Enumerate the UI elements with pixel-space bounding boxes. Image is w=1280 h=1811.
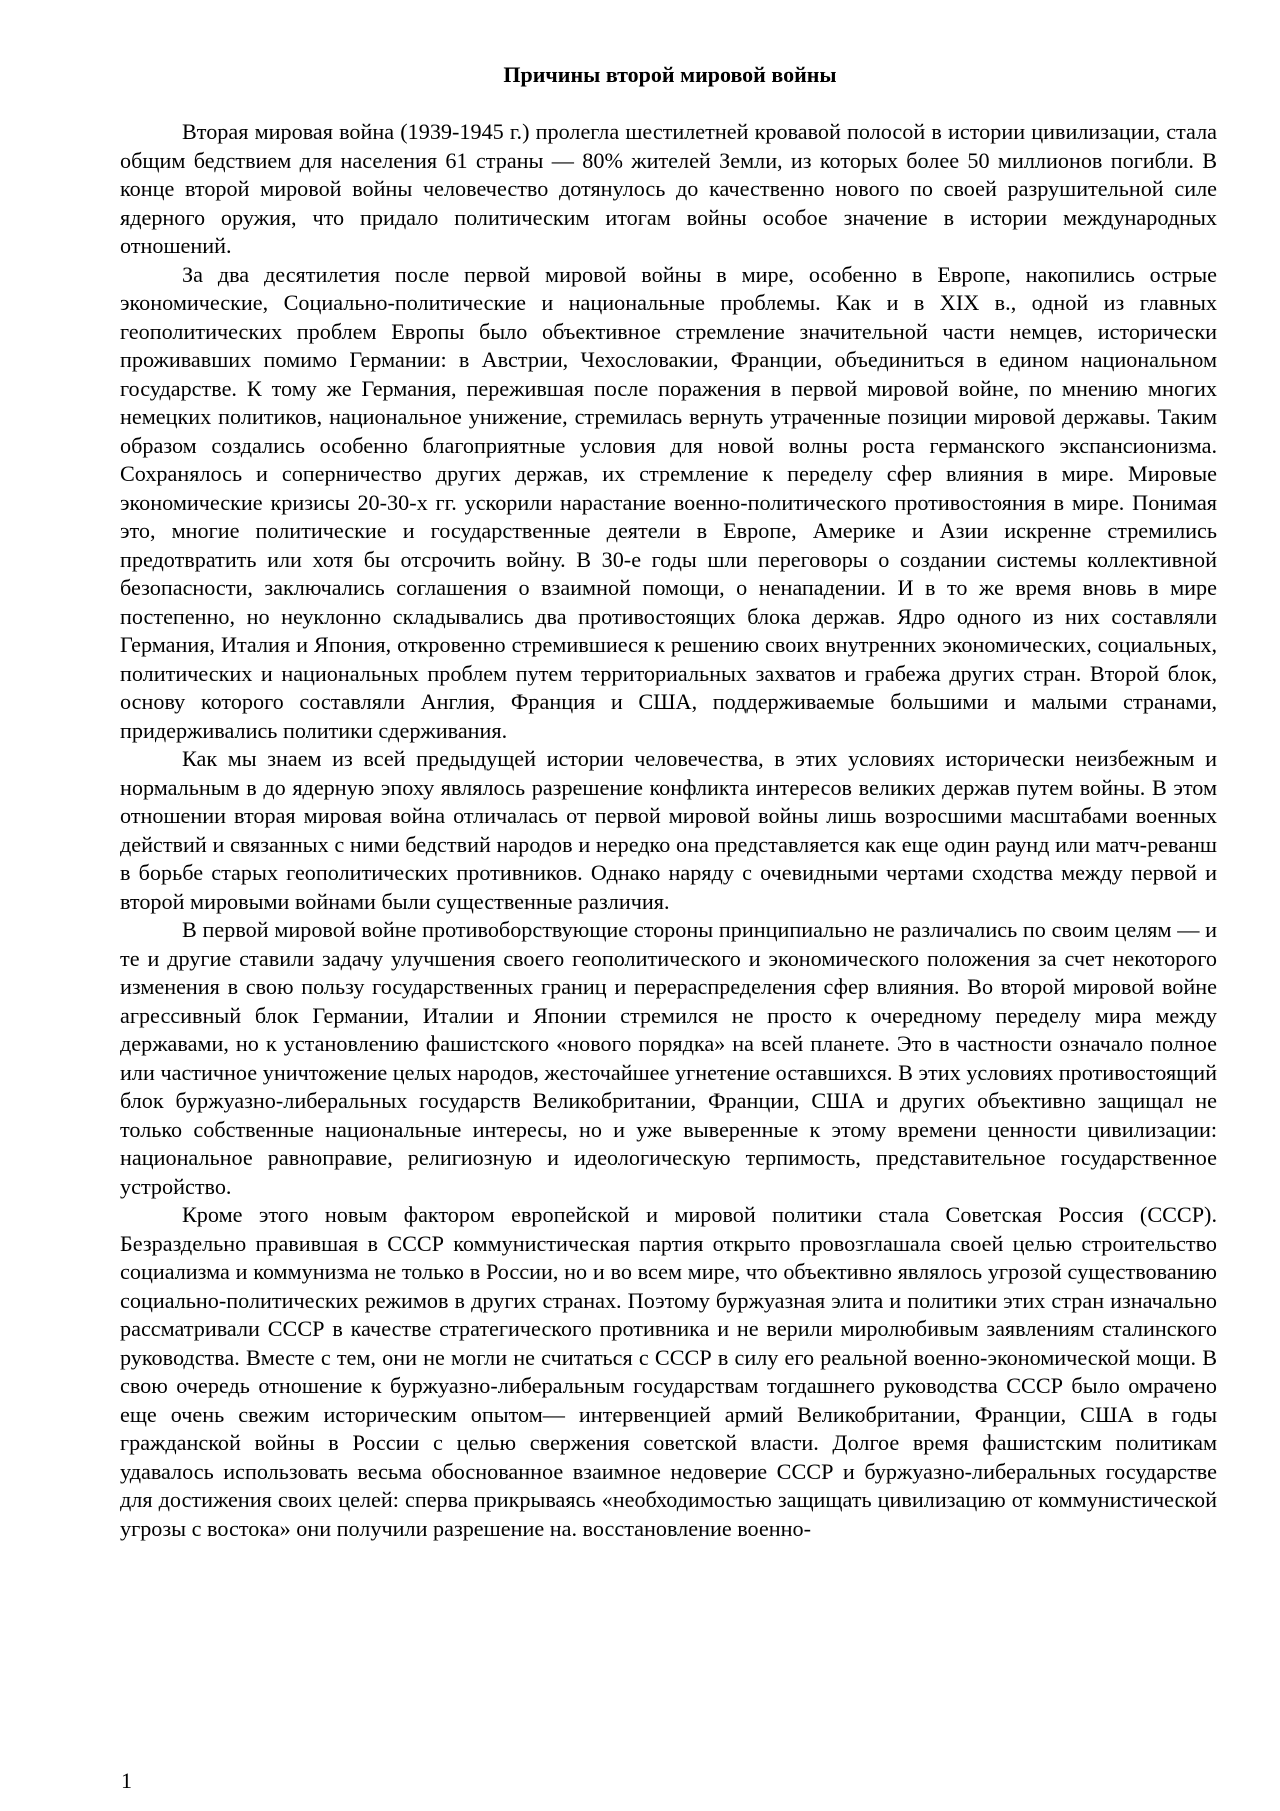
paragraph-1: Вторая мировая война (1939-1945 г.) пролегла шестилетней кровавой полосой в истории цивилизации, стала общим бедствием для населения 61 страны — 80% жителей Земли, из которых более 50 миллионов погибли. В конце второй мировой войны человечество дотянулось до качественно нового по своей разрушительной силе ядерного оружия, что придало политическим итогам войны особое значение в истории международных отношений. xyxy=(120,119,1217,258)
paragraph-2: За два десятилетия после первой мировой войны в мире, особенно в Европе, накопились острые экономические, Социально-политические и национальные проблемы. Как и в XIX в., одной из главных геополитических проблем Европы было объективное стремление значительной части немцев, исторически проживавших помимо Германии: в Австрии, Чехословакии, Франции, объединиться в едином национальном государстве. К тому же Германия, пережившая после поражения в первой мировой войне, по мнению многих немецких политиков, национальное унижение, стремилась вернуть утраченные позиции мировой державы. Таким образом создались особенно благоприятные условия для новой волны роста германского экспансионизма. Сохранялось и соперничество других держав, их стремление к переделу сфер влияния в мире. Мировые экономические кризисы 20-30-х гг. ускорили нарастание военно-политического противостояния в мире. Понимая это, многие политические и государственные деятели в Европе, Америке и Азии искренне стремились предотвратить или хотя бы отсрочить войну. В 30-е годы шли переговоры о создании системы коллективной безопасности, заключались соглашения о взаимной помощи, о ненападении. И в то же время вновь в мире постепенно, но неуклонно складывались два противостоящих блока держав. Ядро одного из них составляли Германия, Италия и Япония, откровенно стремившиеся к решению своих внутренних экономических, социальных, политических и национальных проблем путем территориальных захватов и грабежа других стран. Второй блок, основу которого составляли Англия, Франция и США, поддерживаемые большими и малыми странами, придерживались политики сдерживания. xyxy=(120,261,1217,743)
document-body xyxy=(120,118,1217,1543)
page-number: 1 xyxy=(121,1768,132,1793)
paragraph-5: Кроме этого новым фактором европейской и мировой политики стала Советская Россия (СССР). Безраздельно правившая в СССР коммунистическая партия открыто провозглашала своей целью строительство социализма и коммунизма не только в России, но и во всем мире, что объективно являлось угрозой существованию социально-политических режимов в других странах. Поэтому буржуазная элита и политики этих стран изначально рассматривали СССР в качестве стратегического противника и не верили миролюбивым заявлениям сталинского руководства. Вместе с тем, они не могли не считаться с СССР в силу его реальной военно-экономической мощи. В свою очередь отношение к буржуазно-либеральным государствам тогдашнего руководства СССР было омрачено еще очень свежим историческим опытом— интервенцией армий Великобритании, Франции, США в годы гражданской войны в России с целью свержения советской власти. Долгое время фашистским политикам удавалось использовать весьма обоснованное взаимное недоверие СССР и буржуазно-либеральных государстве для достижения своих целей: сперва прикрываясь «необходимостью защищать цивилизацию от коммунистической угрозы с востока» они получили разрешение на. восстановление военно- xyxy=(120,1202,1217,1541)
page-title: Причины второй мировой войны xyxy=(503,62,837,87)
paragraph-4: В первой мировой войне противоборствующие стороны принципиально не различались по своим целям — и те и другие ставили задачу улучшения своего геополитического и экономического положения за счет некоторого изменения в свою пользу государственных границ и перераспределения сфер влияния. Во второй мировой войне агрессивный блок Германии, Италии и Японии стремился не просто к очередному переделу мира между державами, но к установлению фашистского «нового порядка» на всей планете. Это в частности означало полное или частичное уничтожение целых народов, жесточайшее угнетение оставшихся. В этих условиях противостоящий блок буржуазно-либеральных государств Великобритании, Франции, США и других объективно защищал не только собственные национальные интересы, но и уже выверенные к этому времени ценности цивилизации: национальное равноправие, религиозную и идеологическую терпимость, представительное государственное устройство. xyxy=(120,917,1217,1199)
paragraph-3: Как мы знаем из всей предыдущей истории человечества, в этих условиях исторически неизбежным и нормальным в до ядерную эпоху являлось разрешение конфликта интересов великих держав путем войны. В этом отношении вторая мировая война отличалась от первой мировой войны лишь возросшими масштабами военных действий и связанных с ними бедствий народов и нередко она представляется как еще один раунд или матч-реванш в борьбе старых геополитических противников. Однако наряду с очевидными чертами сходства между первой и второй мировыми войнами были существенные различия. xyxy=(120,746,1217,914)
